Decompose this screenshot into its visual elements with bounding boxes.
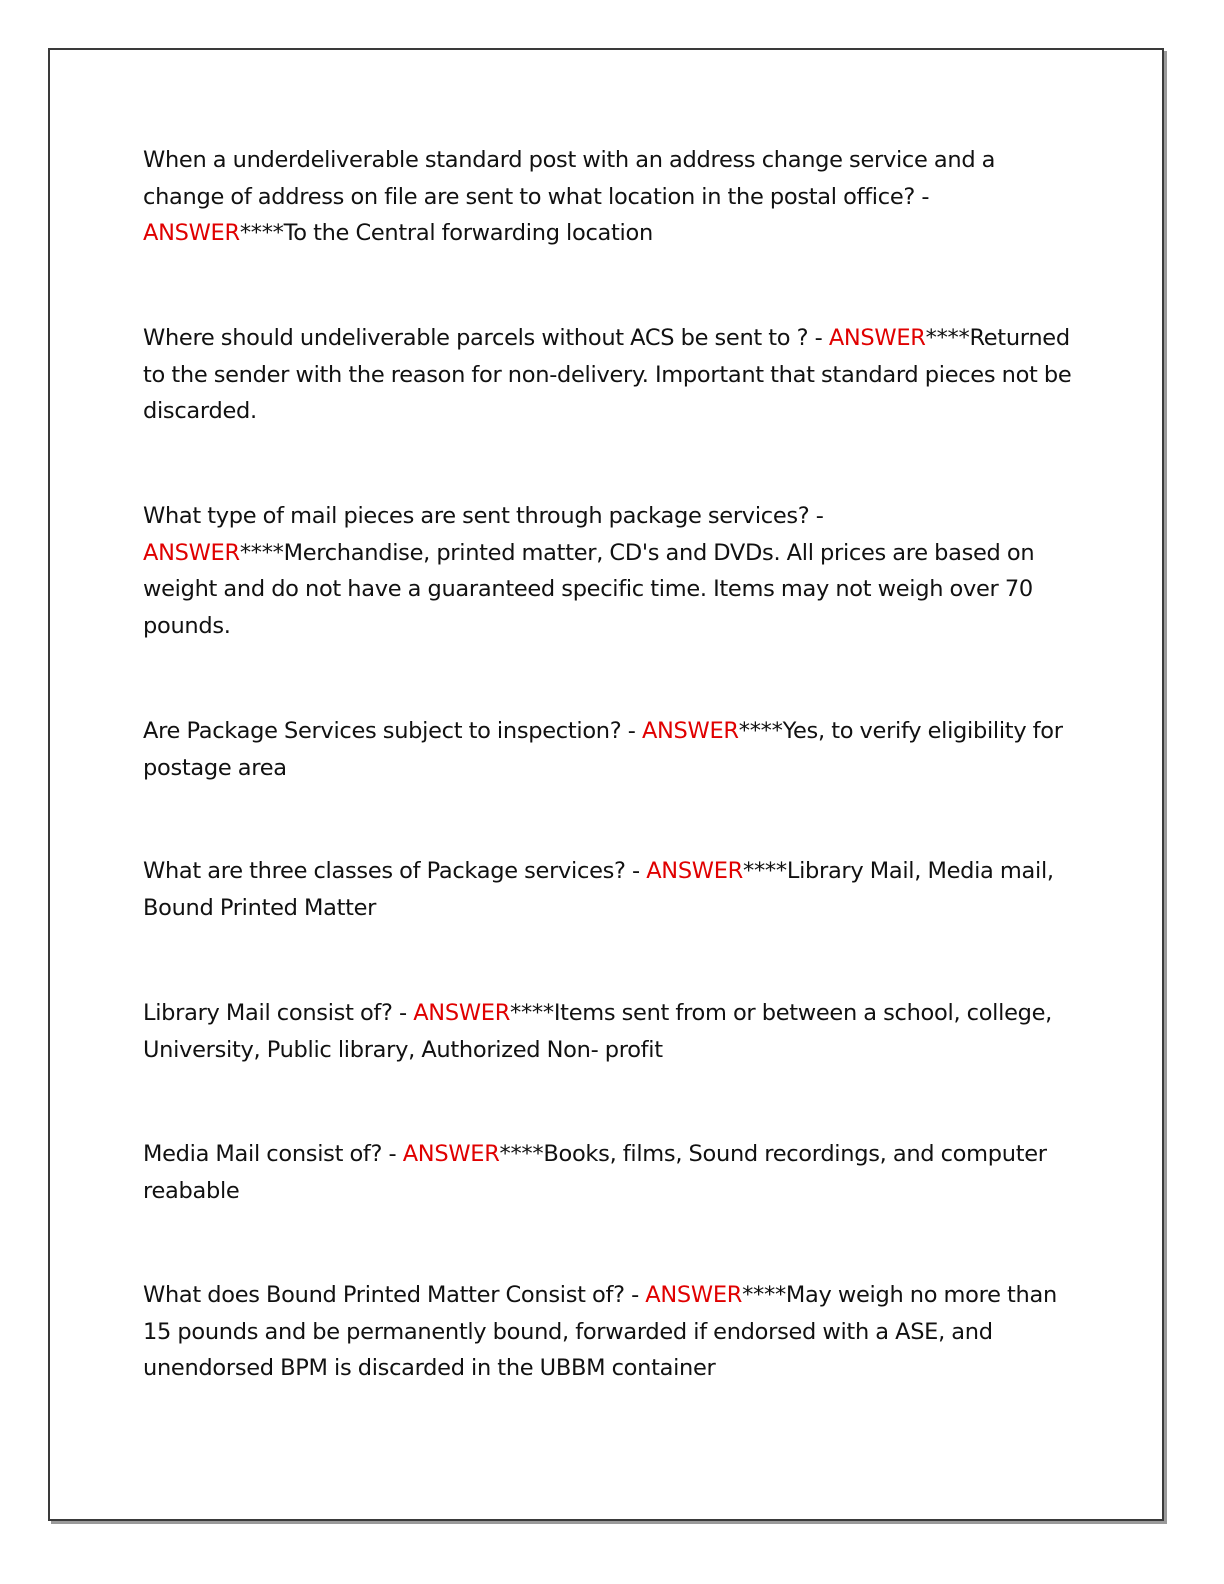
question-text: Library Mail consist of? — [143, 1000, 393, 1026]
answer-text: Books, films, Sound recordings, and computer reabable — [143, 1141, 1047, 1204]
answer-marker: **** — [239, 220, 284, 246]
separator: - — [915, 183, 930, 210]
qa-item — [143, 713, 1078, 786]
qa-item — [143, 853, 1078, 926]
answer-tag: ANSWER — [402, 1141, 500, 1167]
answer-text: Returned to the sender with the reason for non-delivery. Important that standard pieces not be discarded. — [143, 325, 1072, 424]
qa-item — [143, 142, 1078, 252]
qa-item — [143, 498, 1078, 644]
qa-item — [143, 995, 1078, 1068]
answer-tag: ANSWER — [828, 325, 926, 351]
answer-marker: **** — [743, 858, 787, 884]
qa-item — [143, 1136, 1078, 1209]
question-text: When a underdeliverable standard post with an address change service and a change of address on file are sent to what location in the postal office? — [143, 147, 996, 210]
separator: - — [625, 858, 647, 884]
separator: - — [392, 1000, 414, 1026]
qa-item — [143, 320, 1078, 430]
answer-text: Library Mail, Media mail, Bound Printed Matter — [143, 858, 1054, 921]
answer-tag: ANSWER — [143, 220, 240, 246]
answer-text: May weigh no more than 15 pounds and be permanently bound, forwarded if endorsed with a ASE, and unendorsed BPM is discarded in the UBBM container — [143, 1282, 1057, 1381]
answer-text: Merchandise, printed matter, CD's and DVDs. All prices are based on weight and do not have a guaranteed specific time. Items may not weigh over 70 pounds. — [143, 539, 1035, 639]
separator: - — [809, 503, 824, 529]
separator: - — [621, 718, 642, 744]
answer-marker: **** — [738, 718, 783, 744]
answer-text: Yes, to verify eligibility for postage area — [143, 718, 1063, 781]
answer-marker: **** — [239, 539, 284, 566]
answer-tag: ANSWER — [641, 718, 739, 744]
answer-text: Items sent from or between a school, college, University, Public library, Authorized Non- profit — [143, 1000, 1053, 1063]
answer-marker: **** — [742, 1282, 786, 1308]
answer-marker: **** — [499, 1141, 544, 1167]
question-text: What are three classes of Package services? — [143, 858, 626, 884]
question-text: Where should undeliverable parcels without ACS be sent to ? — [143, 325, 809, 351]
question-text: Media Mail consist of? — [143, 1141, 383, 1167]
question-text: What does Bound Printed Matter Consist of? — [143, 1282, 625, 1308]
answer-tag: ANSWER — [413, 1000, 511, 1026]
answer-marker: **** — [510, 1000, 554, 1026]
answer-tag: ANSWER — [646, 858, 744, 884]
separator: - — [808, 325, 829, 351]
answer-tag: ANSWER — [143, 539, 240, 566]
question-text: What type of mail pieces are sent through package services? — [143, 503, 810, 529]
answer-marker: **** — [925, 325, 970, 351]
question-text: Are Package Services subject to inspection? — [143, 718, 622, 744]
qa-item — [143, 1277, 1078, 1387]
separator: - — [382, 1141, 403, 1167]
separator: - — [624, 1282, 646, 1308]
answer-text: To the Central forwarding location — [283, 220, 653, 246]
answer-tag: ANSWER — [645, 1282, 743, 1308]
